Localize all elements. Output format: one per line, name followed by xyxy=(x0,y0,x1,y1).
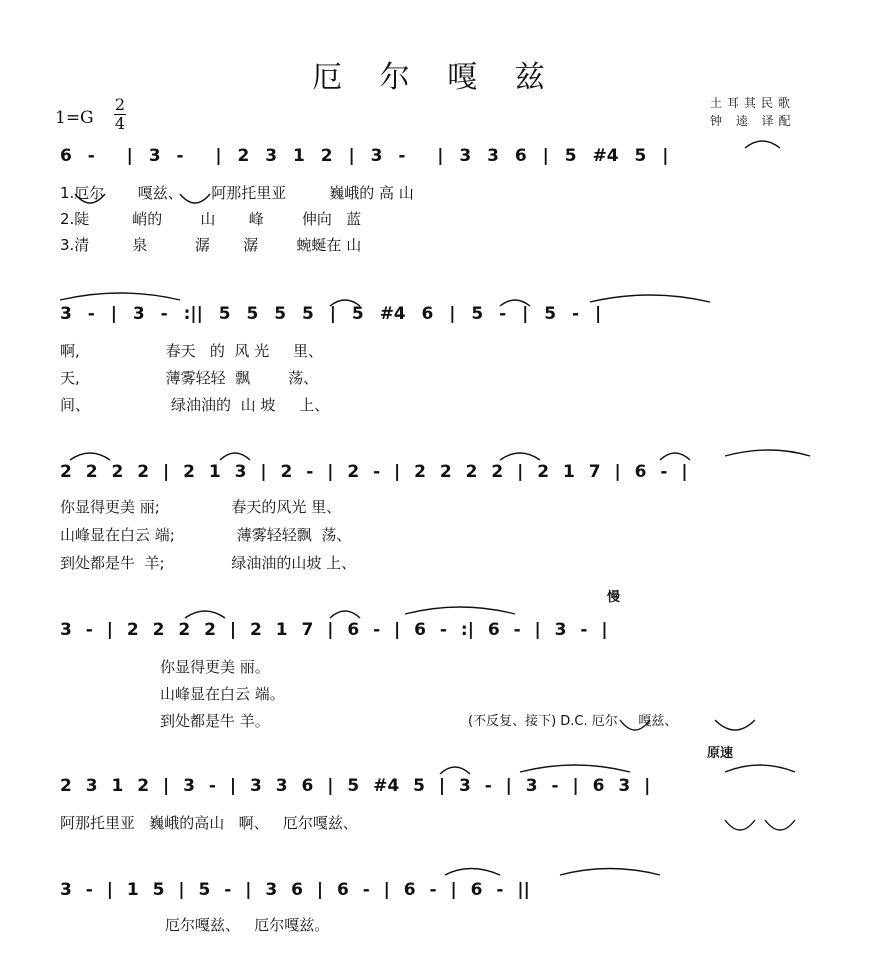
notation-line-6: 3 - | 1 5 | 5 - | 3 6 | 6 - | 6 - | 6 - || xyxy=(60,880,530,900)
tempo-original: 原速 xyxy=(707,746,734,761)
lyric-slur-3 xyxy=(620,720,650,730)
lyric-line-1-verse-1: 1.厄尔 嘎兹、 阿那托里亚 巍峨的 高 山 xyxy=(60,184,414,202)
lyric-line-5: 阿那托里亚 巍峨的高山 啊、 厄尔嘎兹、 xyxy=(60,814,358,832)
lyric-line-4-verse-1: 你显得更美 丽。 xyxy=(160,658,270,676)
lyric-slur-1 xyxy=(725,820,755,830)
slur-9 xyxy=(660,453,690,460)
meter-denominator: 4 xyxy=(114,114,126,133)
lyric-line-3-verse-2: 山峰显在白云 端; 薄雾轻轻飘 荡、 xyxy=(60,526,352,544)
slur-5 xyxy=(590,295,710,302)
lyric-line-1-verse-2: 2.陡 峭的 山 峰 伸向 蓝 xyxy=(60,210,362,228)
lyric-slur-5 xyxy=(75,194,105,203)
credit-origin: 土耳其民歌 xyxy=(710,96,796,110)
slur-3 xyxy=(330,300,360,306)
slur-1 xyxy=(745,141,780,148)
notation-line-1: 6 - | 3 - | 2 3 1 2 | 3 - | 3 3 6 | 5 #4 5 | xyxy=(60,146,669,166)
slur-2 xyxy=(60,293,180,300)
slur-17 xyxy=(445,869,500,876)
notation-line-4: 3 - | 2 2 2 2 | 2 1 7 | 6 - | 6 - :| 6 - | 3 - | xyxy=(60,620,608,640)
slur-13 xyxy=(405,607,515,614)
credit-arranger: 钟 逵 译配 xyxy=(710,114,796,128)
slur-10 xyxy=(725,450,810,456)
lyric-line-3-verse-1: 你显得更美 丽; 春天的风光 里、 xyxy=(60,498,342,516)
tempo-slow: 慢 xyxy=(607,590,621,605)
slur-16 xyxy=(725,765,795,772)
lyric-line-1-verse-3: 3.清 泉 潺 潺 蜿蜒在 山 xyxy=(60,236,362,254)
lyric-line-6: 厄尔嘎兹、 厄尔嘎兹。 xyxy=(165,916,330,934)
slur-18 xyxy=(560,869,660,876)
lyric-line-2-verse-1: 啊, 春天 的 风 光 里、 xyxy=(60,342,324,360)
slur-14 xyxy=(440,767,470,774)
slur-15 xyxy=(520,765,630,772)
lyric-slur-6 xyxy=(180,194,210,203)
lyric-line-2-verse-2: 天, 薄雾轻轻 飘 荡、 xyxy=(60,369,319,387)
lyric-line-3-verse-3: 到处都是牛 羊; 绿油油的山坡 上、 xyxy=(60,554,357,572)
notation-line-5: 2 3 1 2 | 3 - | 3 3 6 | 5 #4 5 | 3 - | 3 - | 6 3 | xyxy=(60,776,651,796)
slur-7 xyxy=(220,453,250,460)
lyric-line-4-verse-2: 山峰显在白云 端。 xyxy=(160,685,285,703)
slur-11 xyxy=(185,611,225,618)
lyric-line-4-verse-3: 到处都是牛 羊。 xyxy=(160,712,270,730)
lyric-slur-4 xyxy=(715,720,755,730)
dc-instruction: (不反复、接下) D.C. 厄尔 嘎兹、 xyxy=(468,714,678,729)
slur-6 xyxy=(70,453,110,460)
lyric-slur-2 xyxy=(765,820,795,830)
key-signature: 1=G xyxy=(55,108,94,128)
lyric-line-2-verse-3: 间、 绿油油的 山 坡 上、 xyxy=(60,396,330,414)
notation-line-2: 3 - | 3 - :|| 5 5 5 5 | 5 #4 6 | 5 - | 5 - | xyxy=(60,304,602,324)
slur-8 xyxy=(500,453,540,460)
notation-line-3: 2 2 2 2 | 2 1 3 | 2 - | 2 - | 2 2 2 2 | 2 1 7 | 6 - | xyxy=(60,462,688,482)
meter-numerator: 2 xyxy=(114,95,126,114)
song-title: 厄 尔 嘎 兹 xyxy=(312,60,559,95)
slur-12 xyxy=(330,611,360,618)
slur-4 xyxy=(500,300,530,306)
